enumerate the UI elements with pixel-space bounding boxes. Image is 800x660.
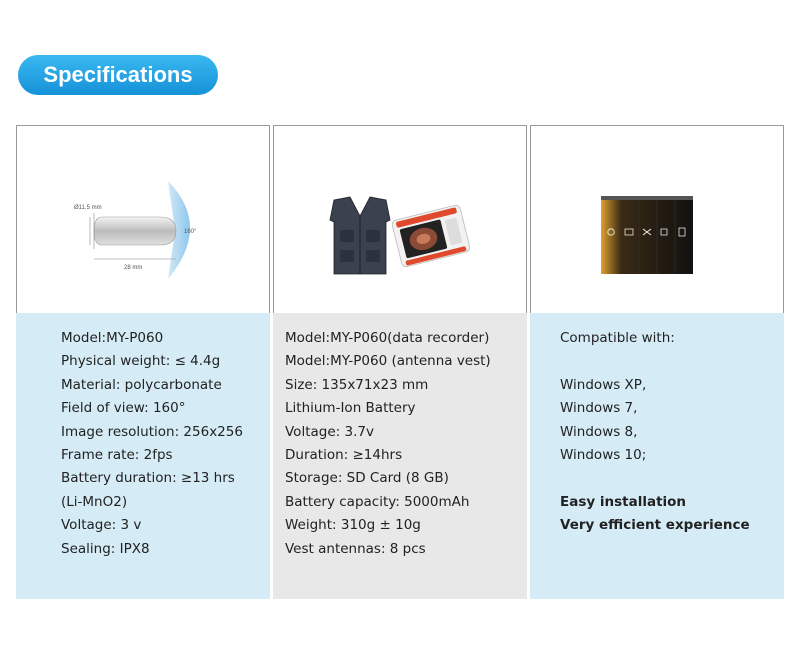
spec-line: Easy installation (560, 493, 687, 510)
spec-line: (Li-MnO2) (61, 493, 128, 510)
length-label: 28 mm (124, 265, 143, 271)
spec-line: Vest antennas: 8 pcs (285, 540, 426, 557)
spec-line: Voltage: 3 v (61, 517, 142, 534)
data-recorder (391, 204, 471, 268)
spec-line: Field of view: 160° (61, 400, 186, 417)
spec-line: Windows XP, (560, 376, 647, 393)
spec-column-recorder (273, 125, 527, 599)
spec-line: Battery duration: ≥13 hrs (61, 470, 235, 487)
spec-line: Sealing: IPX8 (61, 540, 150, 557)
diameter-label: Ø11.5 mm (74, 205, 102, 211)
spec-line: Weight: 310g ± 10g (285, 517, 421, 534)
capsule-image-panel (16, 125, 270, 313)
capsule-spec-text (16, 313, 270, 599)
spec-line: Windows 10; (560, 446, 647, 463)
spec-line: Duration: ≥14hrs (285, 446, 403, 463)
software-image-panel (530, 125, 784, 313)
spec-line (560, 350, 784, 373)
spec-line: Physical weight: ≤ 4.4g (61, 353, 221, 370)
spec-line: Windows 7, (560, 400, 638, 417)
spec-line: Model:MY-P060 (61, 330, 164, 346)
spec-line: Battery capacity: 5000mAh (285, 493, 470, 510)
spec-line: Image resolution: 256x256 (61, 423, 243, 440)
spec-line (560, 467, 784, 490)
recorder-image-panel (273, 125, 527, 313)
spec-line: Voltage: 3.7v (285, 423, 374, 440)
software-screenshot (601, 196, 693, 274)
spec-line: Compatible with: (560, 330, 675, 346)
spec-column-software (530, 125, 784, 599)
recorder-spec-text (273, 313, 527, 599)
spec-line: Size: 135x71x23 mm (285, 376, 429, 393)
spec-line: Material: polycarbonate (61, 376, 222, 393)
spec-line: Very efficient experience (560, 517, 750, 534)
spec-line: Lithium-Ion Battery (285, 400, 416, 417)
spec-line: Model:MY-P060(data recorder) (285, 330, 490, 346)
spec-line: Windows 8, (560, 423, 638, 440)
spec-line: Storage: SD Card (8 GB) (285, 470, 449, 487)
spec-column-capsule (16, 125, 270, 599)
capsule-camera-diagram (72, 171, 222, 283)
page-title: Specifications (18, 55, 218, 95)
software-spec-text (530, 313, 784, 599)
vest-recorder-photo (326, 194, 476, 279)
angle-label: 160° (184, 229, 197, 235)
spec-line: Frame rate: 2fps (61, 446, 173, 463)
spec-line: Model:MY-P060 (antenna vest) (285, 353, 491, 370)
